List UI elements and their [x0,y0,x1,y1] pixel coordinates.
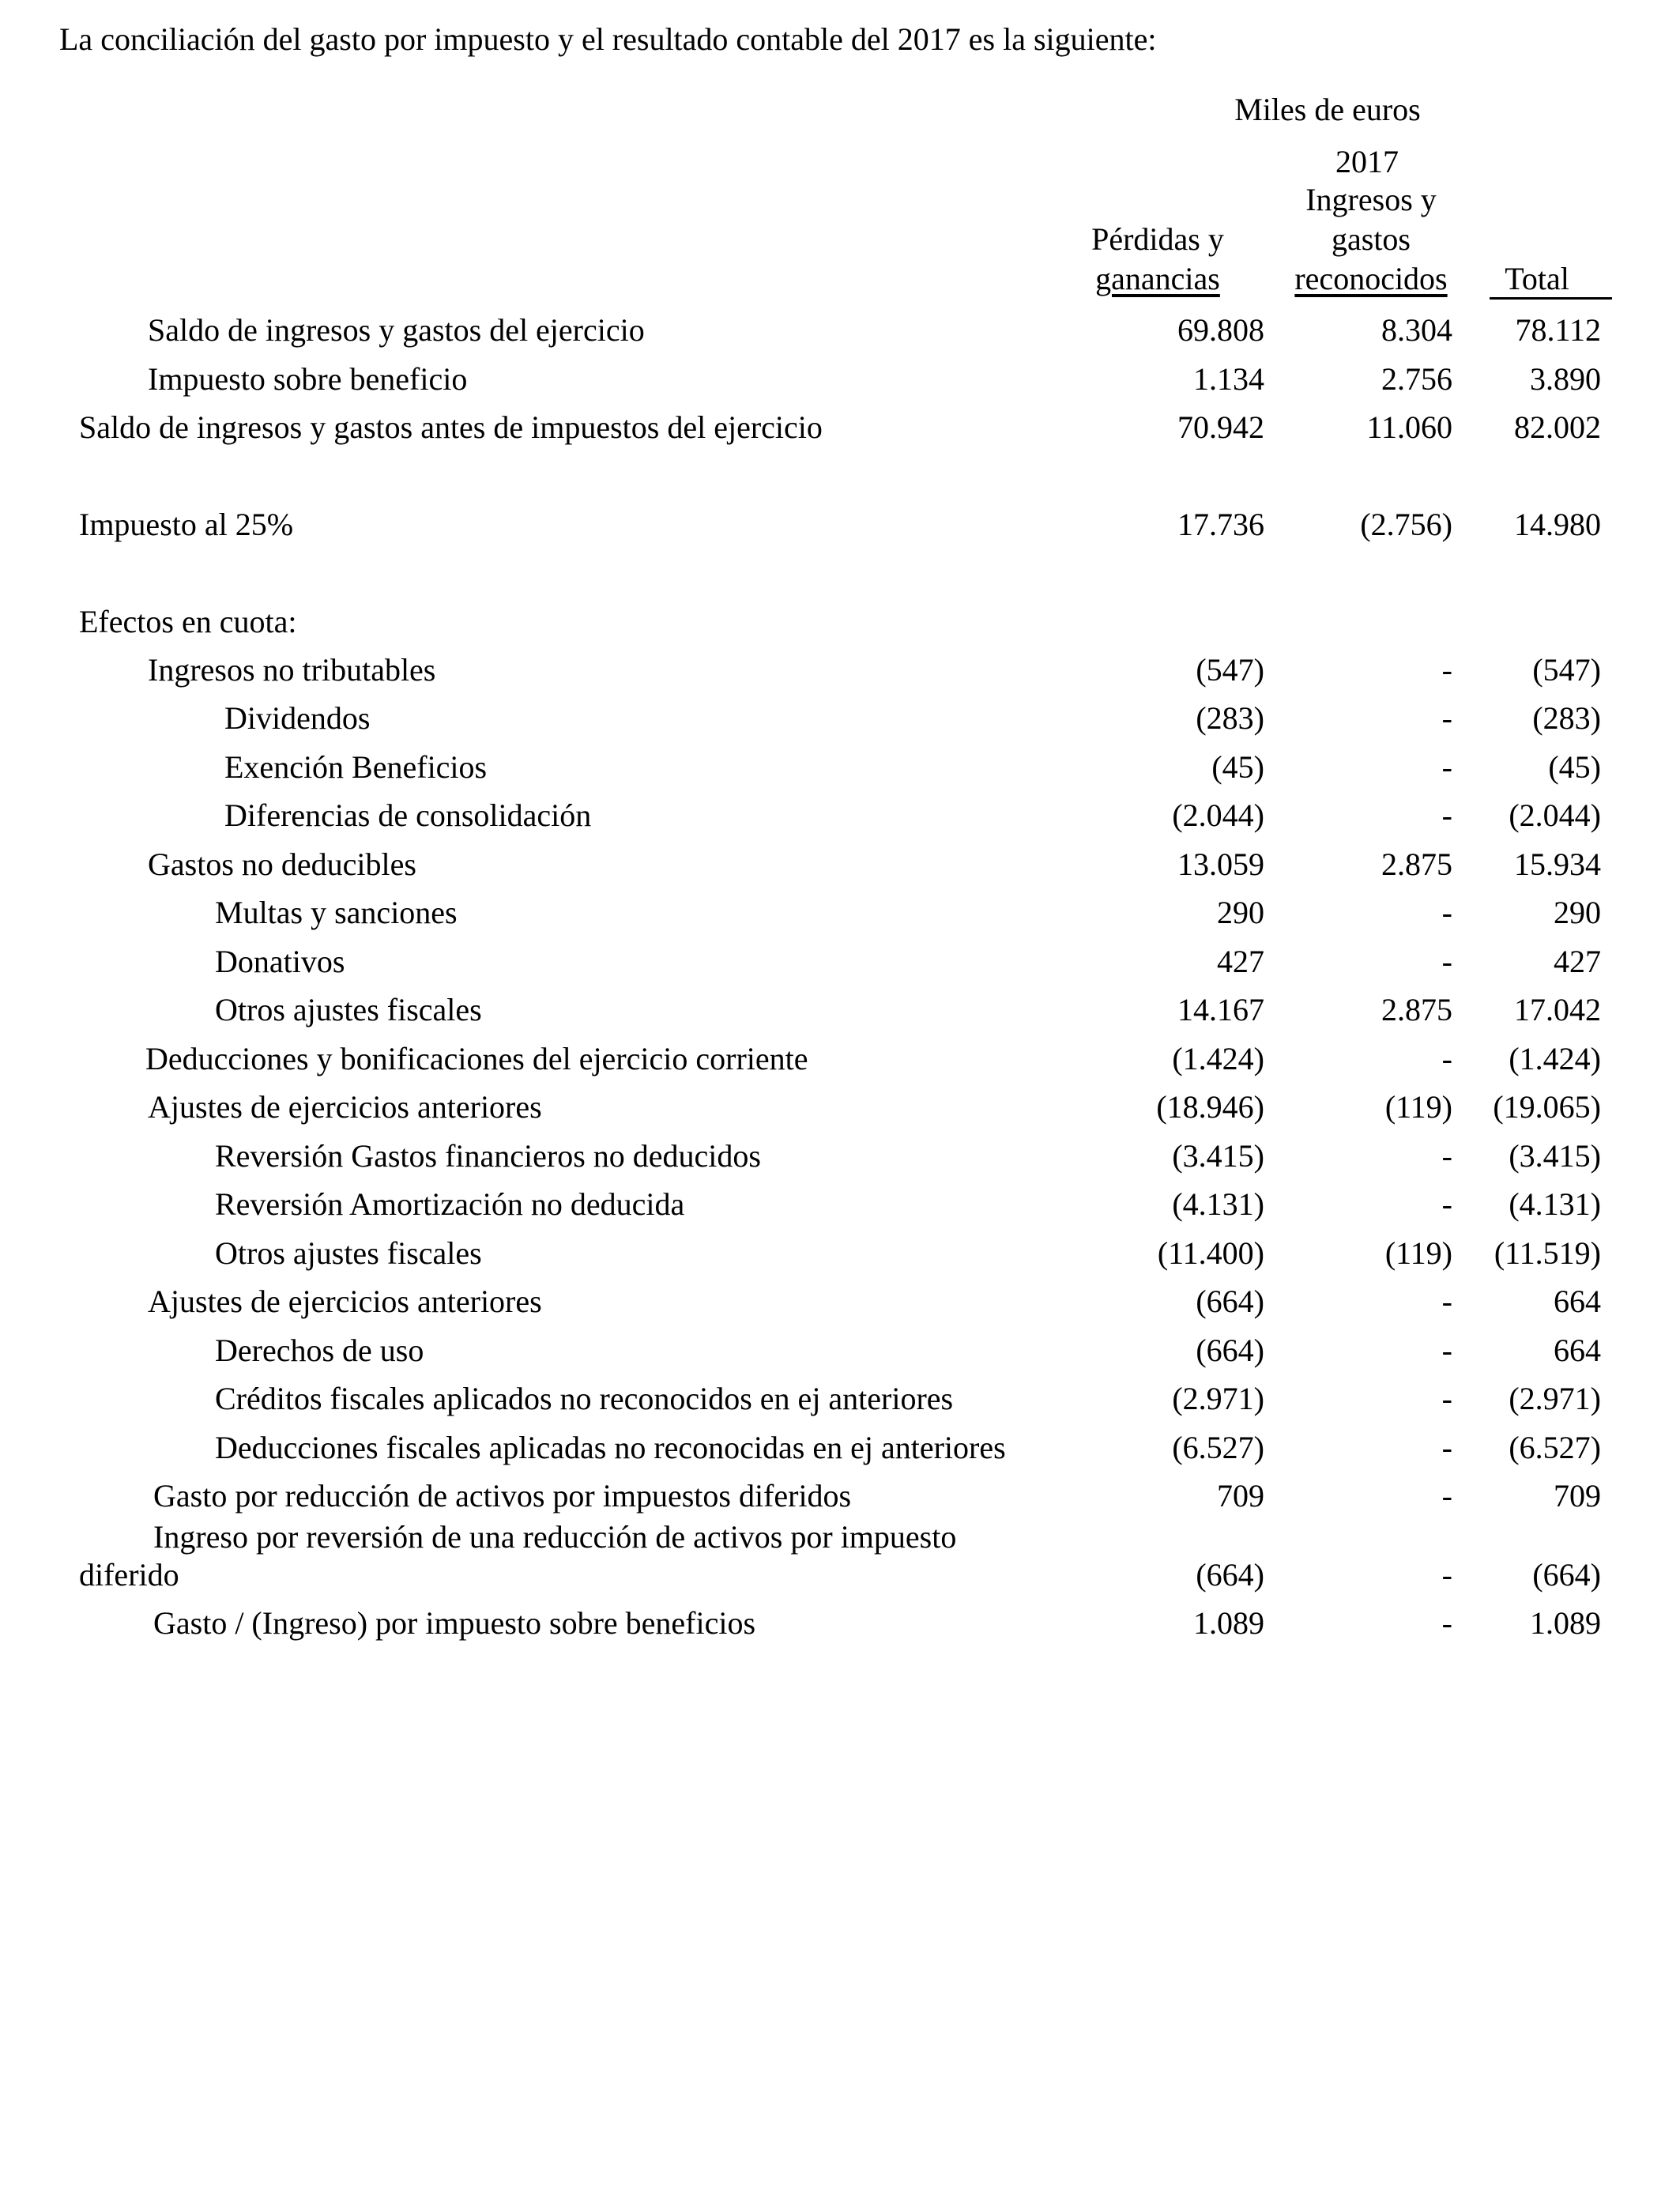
table-row [0,1084,1680,1131]
cell-pyg: (2.971) [1172,1381,1264,1416]
header-col-ingresos-gastos [1272,180,1470,299]
cell-total: (2.971) [1509,1381,1601,1416]
table-row [0,501,1680,548]
table-row [0,1519,1680,1599]
intro-text: La conciliación del gasto por impuesto y el resultado contable del 2017 es la siguiente: [59,21,1157,57]
cell-pyg: 69.808 [1177,312,1264,348]
cell-pyg: 70.942 [1177,409,1264,445]
table-row [0,598,1680,646]
cell-pyg: (664) [1196,1284,1264,1319]
cell-igr: - [1441,1333,1452,1368]
cell-igr: - [1441,1381,1452,1416]
cell-pyg: (6.527) [1172,1430,1264,1465]
table-row [0,1035,1680,1083]
table-row [0,792,1680,839]
cell-igr: 2.756 [1381,361,1452,397]
cell-igr: - [1441,1284,1452,1319]
cell-total: 709 [1554,1478,1601,1514]
table-row [0,1327,1680,1374]
cell-igr: - [1441,749,1452,785]
cell-igr: - [1441,895,1452,930]
cell-pyg: 290 [1217,895,1264,930]
cell-total: (547) [1532,652,1601,688]
cell-igr: - [1441,1557,1452,1593]
cell-igr: - [1441,1138,1452,1174]
cell-total: (45) [1548,749,1601,785]
row-label: Derechos de uso [215,1333,424,1368]
row-label: Deducciones fiscales aplicadas no reconocidas en ej anteriores [215,1430,1006,1465]
row-label: Ingresos no tributables [148,652,436,688]
cell-igr: (119) [1384,1235,1452,1271]
cell-pyg: (1.424) [1172,1041,1264,1076]
cell-pyg: (45) [1211,749,1264,785]
row-label: Gasto por reducción de activos por impuestos diferidos [153,1478,852,1514]
header-col2-line1: Ingresos y [1305,182,1437,217]
table-row [0,1600,1680,1647]
cell-igr: 8.304 [1381,312,1452,348]
table-row [0,1181,1680,1228]
cell-igr: 2.875 [1381,846,1452,882]
row-label: Exención Beneficios [224,749,488,785]
row-label: Deducciones y bonificaciones del ejercicio corriente [145,1041,808,1076]
cell-pyg: (18.946) [1156,1089,1264,1125]
cell-total: 82.002 [1514,409,1601,445]
cell-total: (3.415) [1509,1138,1601,1174]
row-label: Reversión Amortización no deducida [215,1186,685,1222]
row-label: Donativos [215,944,345,979]
table-row [0,744,1680,791]
table-row [0,1375,1680,1423]
header-year: 2017 [1335,144,1399,179]
row-label: Otros ajustes fiscales [215,1235,482,1271]
table-row [0,307,1680,354]
cell-total: 3.890 [1530,361,1601,397]
table-row [0,356,1680,403]
cell-total: 15.934 [1514,846,1601,882]
table-row [0,1278,1680,1325]
cell-pyg: (2.044) [1172,797,1264,833]
cell-pyg: 1.134 [1193,361,1264,397]
cell-igr: 11.060 [1366,409,1452,445]
cell-total: (2.044) [1509,797,1601,833]
row-label: Ajustes de ejercicios anteriores [148,1284,542,1319]
table-row [0,647,1680,694]
header-col-perdidas-ganancias [1075,220,1241,299]
cell-total: 78.112 [1515,312,1601,348]
header-col1-line2: ganancias [1095,261,1220,296]
table-row [0,1230,1680,1277]
row-label: Gasto / (Ingreso) por impuesto sobre beneficios [153,1605,756,1641]
cell-pyg: (3.415) [1172,1138,1264,1174]
cell-pyg: (4.131) [1172,1186,1264,1222]
cell-total: 427 [1554,944,1601,979]
row-label: Diferencias de consolidación [224,797,592,833]
cell-pyg: (283) [1196,700,1264,736]
row-label: Impuesto al 25% [79,507,294,542]
cell-total: 14.980 [1514,507,1601,542]
table-row [0,1472,1680,1520]
cell-pyg: 709 [1217,1478,1264,1514]
cell-total: (283) [1532,700,1601,736]
cell-total: 17.042 [1514,992,1601,1027]
table-row [0,1133,1680,1180]
cell-total: 1.089 [1530,1605,1601,1641]
cell-igr: - [1441,1430,1452,1465]
cell-total: 664 [1554,1284,1601,1319]
cell-pyg: (11.400) [1157,1235,1264,1271]
cell-pyg: (664) [1196,1557,1264,1593]
row-label: Saldo de ingresos y gastos del ejercicio [148,312,645,348]
cell-igr: (119) [1384,1089,1452,1125]
cell-igr: (2.756) [1360,507,1452,542]
header-underline [1490,297,1612,300]
table-row [0,938,1680,986]
cell-total: (19.065) [1493,1089,1601,1125]
cell-igr: - [1441,700,1452,736]
table-row [0,841,1680,888]
cell-igr: - [1441,1605,1452,1641]
cell-total: 664 [1554,1333,1601,1368]
cell-pyg: 13.059 [1177,846,1264,882]
cell-igr: - [1441,944,1452,979]
table-row [0,1424,1680,1472]
row-label: Impuesto sobre beneficio [148,361,468,397]
row-label: Dividendos [224,700,371,736]
row-label: Créditos fiscales aplicados no reconocidos en ej anteriores [215,1381,954,1416]
table-row [0,695,1680,742]
row-label: Gastos no deducibles [148,846,416,882]
row-label-line2: diferido [79,1557,179,1593]
cell-total: (11.519) [1494,1235,1601,1271]
header-unit: Miles de euros [1234,92,1421,127]
cell-pyg: (664) [1196,1333,1264,1368]
cell-pyg: 17.736 [1177,507,1264,542]
cell-pyg: 1.089 [1193,1605,1264,1641]
row-label: Otros ajustes fiscales [215,992,482,1027]
table-row [0,986,1680,1034]
cell-igr: - [1441,1478,1452,1514]
header-col1-line1: Pérdidas y [1091,221,1224,257]
row-label: Saldo de ingresos y gastos antes de impuestos del ejercicio [79,409,823,445]
cell-total: (4.131) [1509,1186,1601,1222]
cell-igr: 2.875 [1381,992,1452,1027]
cell-total: (6.527) [1509,1430,1601,1465]
row-label: Multas y sanciones [215,895,458,930]
table-row [0,404,1680,451]
cell-pyg: 427 [1217,944,1264,979]
cell-igr: - [1441,797,1452,833]
header-col2-line2: gastos [1332,221,1411,257]
cell-igr: - [1441,652,1452,688]
row-label: Reversión Gastos financieros no deducidos [215,1138,761,1174]
row-label-line1: Ingreso por reversión de una reducción de activos por impuesto [153,1519,957,1555]
cell-pyg: (547) [1196,652,1264,688]
section-label: Efectos en cuota: [79,604,297,639]
cell-igr: - [1441,1041,1452,1076]
cell-total: (1.424) [1509,1041,1601,1076]
row-label: Ajustes de ejercicios anteriores [148,1089,542,1125]
header-col-total: Total [1505,261,1569,296]
table-row [0,889,1680,937]
cell-total: (664) [1532,1557,1601,1593]
header-col2-line3: reconocidos [1294,261,1448,296]
cell-pyg: 14.167 [1177,992,1264,1027]
cell-igr: - [1441,1186,1452,1222]
cell-total: 290 [1554,895,1601,930]
